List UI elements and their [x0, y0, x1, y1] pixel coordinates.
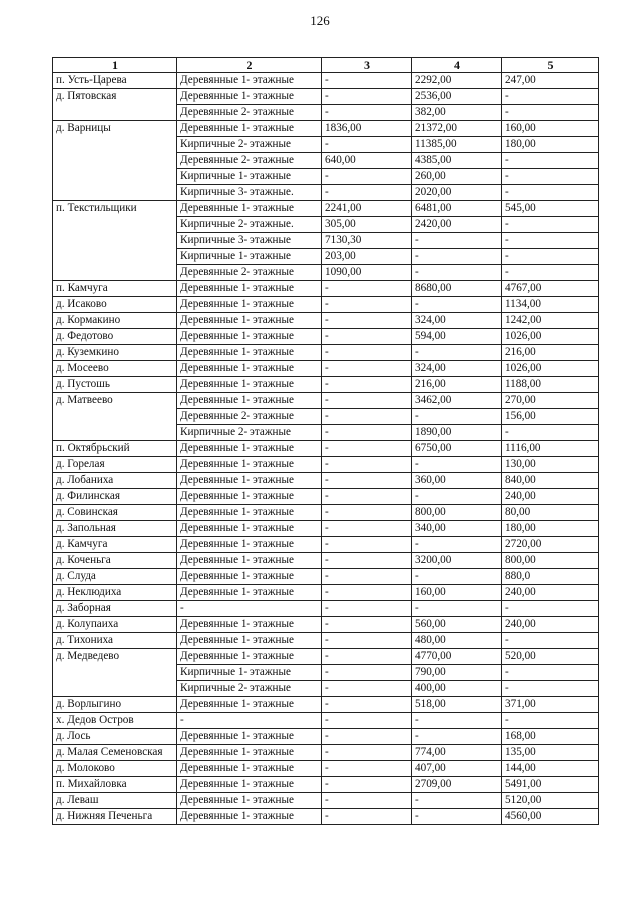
table-row [53, 281, 599, 297]
settlement-cell: д. Лось [53, 729, 177, 745]
building-type-cell: Деревянные 1- этажные [177, 89, 322, 105]
building-type-cell: Деревянные 1- этажные [177, 393, 322, 409]
table-row [53, 713, 599, 729]
col5-value-cell: - [502, 217, 599, 233]
table-row [53, 697, 599, 713]
building-type-cell: Деревянные 1- этажные [177, 281, 322, 297]
col3-value-cell: 2241,00 [322, 201, 412, 217]
building-type-cell: Деревянные 1- этажные [177, 585, 322, 601]
col5-value-cell: - [502, 169, 599, 185]
col3-value-cell: 305,00 [322, 217, 412, 233]
col4-value-cell: - [412, 233, 502, 249]
col3-value-cell: - [322, 505, 412, 521]
settlement-cell: д. Мосеево [53, 361, 177, 377]
building-type-cell: Кирпичные 2- этажные [177, 425, 322, 441]
col3-value-cell: - [322, 393, 412, 409]
building-type-cell: Деревянные 1- этажные [177, 809, 322, 825]
col3-value-cell: - [322, 521, 412, 537]
building-type-cell: Кирпичные 1- этажные [177, 665, 322, 681]
table-row [53, 473, 599, 489]
col4-value-cell: 594,00 [412, 329, 502, 345]
table-body [53, 73, 599, 825]
col4-value-cell: 2292,00 [412, 73, 502, 89]
col4-value-cell: 340,00 [412, 521, 502, 537]
col3-value-cell: - [322, 809, 412, 825]
col5-value-cell: - [502, 89, 599, 105]
col5-value-cell: 144,00 [502, 761, 599, 777]
building-type-cell: Деревянные 1- этажные [177, 345, 322, 361]
col5-value-cell: 5120,00 [502, 793, 599, 809]
settlement-cell: д. Неклюдиха [53, 585, 177, 601]
col5-value-cell: 80,00 [502, 505, 599, 521]
table-row [53, 777, 599, 793]
col4-value-cell: - [412, 345, 502, 361]
col5-value-cell: 800,00 [502, 553, 599, 569]
building-type-cell: Деревянные 1- этажные [177, 489, 322, 505]
col3-value-cell: - [322, 665, 412, 681]
table-row [53, 761, 599, 777]
col4-value-cell: - [412, 729, 502, 745]
col5-value-cell: - [502, 185, 599, 201]
building-type-cell: Деревянные 2- этажные [177, 409, 322, 425]
col3-value-cell: - [322, 761, 412, 777]
building-type-cell: Деревянные 1- этажные [177, 649, 322, 665]
header-col-3: 3 [322, 58, 412, 73]
col3-value-cell: - [322, 441, 412, 457]
settlement-cell: д. Пустошь [53, 377, 177, 393]
col3-value-cell: - [322, 697, 412, 713]
settlement-cell: п. Михайловка [53, 777, 177, 793]
table-row [53, 297, 599, 313]
col5-value-cell: 156,00 [502, 409, 599, 425]
building-type-cell: Деревянные 1- этажные [177, 553, 322, 569]
col4-value-cell: - [412, 409, 502, 425]
col4-value-cell: - [412, 297, 502, 313]
settlement-cell: п. Текстильщики [53, 201, 177, 281]
col3-value-cell: - [322, 185, 412, 201]
col4-value-cell: 260,00 [412, 169, 502, 185]
col3-value-cell: - [322, 313, 412, 329]
table-row [53, 793, 599, 809]
col4-value-cell: - [412, 569, 502, 585]
table-row [53, 505, 599, 521]
col3-value-cell: - [322, 729, 412, 745]
building-type-cell: Деревянные 1- этажные [177, 729, 322, 745]
table-row [53, 457, 599, 473]
settlement-cell: д. Колупаиха [53, 617, 177, 633]
col4-value-cell: 560,00 [412, 617, 502, 633]
col5-value-cell: - [502, 153, 599, 169]
col3-value-cell: - [322, 345, 412, 361]
col4-value-cell: 400,00 [412, 681, 502, 697]
col4-value-cell: 11385,00 [412, 137, 502, 153]
table-row [53, 633, 599, 649]
table-row [53, 617, 599, 633]
col5-value-cell: 180,00 [502, 521, 599, 537]
col4-value-cell: 6481,00 [412, 201, 502, 217]
col5-value-cell: - [502, 265, 599, 281]
col4-value-cell: 360,00 [412, 473, 502, 489]
col4-value-cell: 1890,00 [412, 425, 502, 441]
building-type-cell: Деревянные 1- этажные [177, 745, 322, 761]
col5-value-cell: - [502, 713, 599, 729]
col4-value-cell: 518,00 [412, 697, 502, 713]
col5-value-cell: - [502, 425, 599, 441]
housing-table [52, 57, 599, 825]
table-row [53, 809, 599, 825]
table-row [53, 649, 599, 665]
col3-value-cell: - [322, 793, 412, 809]
col4-value-cell: 160,00 [412, 585, 502, 601]
header-col-4: 4 [412, 58, 502, 73]
building-type-cell: Кирпичные 1- этажные [177, 249, 322, 265]
building-type-cell: Кирпичные 2- этажные [177, 137, 322, 153]
settlement-cell: д. Запольная [53, 521, 177, 537]
col4-value-cell: - [412, 601, 502, 617]
settlement-cell: х. Дедов Остров [53, 713, 177, 729]
col4-value-cell: 407,00 [412, 761, 502, 777]
building-type-cell: Деревянные 1- этажные [177, 521, 322, 537]
col3-value-cell: - [322, 457, 412, 473]
building-type-cell: Деревянные 1- этажные [177, 617, 322, 633]
col4-value-cell: 774,00 [412, 745, 502, 761]
col3-value-cell: - [322, 329, 412, 345]
col4-value-cell: - [412, 713, 502, 729]
settlement-cell: п. Октябрьский [53, 441, 177, 457]
col3-value-cell: 1836,00 [322, 121, 412, 137]
col4-value-cell: 382,00 [412, 105, 502, 121]
col5-value-cell: 168,00 [502, 729, 599, 745]
col3-value-cell: - [322, 617, 412, 633]
settlement-cell: д. Камчуга [53, 537, 177, 553]
col5-value-cell: - [502, 601, 599, 617]
col5-value-cell: - [502, 665, 599, 681]
table-row [53, 329, 599, 345]
building-type-cell: Деревянные 2- этажные [177, 105, 322, 121]
table-row [53, 73, 599, 89]
col5-value-cell: 1242,00 [502, 313, 599, 329]
header-col-5: 5 [502, 58, 599, 73]
table-row [53, 313, 599, 329]
building-type-cell: Деревянные 1- этажные [177, 73, 322, 89]
col4-value-cell: - [412, 793, 502, 809]
col5-value-cell: 1134,00 [502, 297, 599, 313]
col4-value-cell: 4385,00 [412, 153, 502, 169]
building-type-cell: Деревянные 2- этажные [177, 265, 322, 281]
col4-value-cell: 2536,00 [412, 89, 502, 105]
col5-value-cell: - [502, 105, 599, 121]
col5-value-cell: 240,00 [502, 585, 599, 601]
settlement-cell: д. Медведево [53, 649, 177, 697]
settlement-cell: д. Пятовская [53, 89, 177, 121]
col5-value-cell: - [502, 681, 599, 697]
building-type-cell: Кирпичные 3- этажные [177, 233, 322, 249]
table-row [53, 745, 599, 761]
col4-value-cell: 2020,00 [412, 185, 502, 201]
col3-value-cell: - [322, 169, 412, 185]
table-row [53, 121, 599, 137]
table-row [53, 553, 599, 569]
col5-value-cell: 160,00 [502, 121, 599, 137]
building-type-cell: Деревянные 1- этажные [177, 457, 322, 473]
settlement-cell: д. Кормакино [53, 313, 177, 329]
col3-value-cell: - [322, 489, 412, 505]
col5-value-cell: 4767,00 [502, 281, 599, 297]
col4-value-cell: 3200,00 [412, 553, 502, 569]
col3-value-cell: - [322, 377, 412, 393]
building-type-cell: Деревянные 1- этажные [177, 121, 322, 137]
col3-value-cell: - [322, 281, 412, 297]
settlement-cell: п. Камчуга [53, 281, 177, 297]
header-col-2: 2 [177, 58, 322, 73]
settlement-cell: д. Филинская [53, 489, 177, 505]
settlement-cell: д. Совинская [53, 505, 177, 521]
col3-value-cell: - [322, 297, 412, 313]
building-type-cell: Деревянные 1- этажные [177, 329, 322, 345]
col3-value-cell: - [322, 425, 412, 441]
building-type-cell: Кирпичные 2- этажные. [177, 217, 322, 233]
col3-value-cell: 640,00 [322, 153, 412, 169]
settlement-cell: д. Молоково [53, 761, 177, 777]
col5-value-cell: 240,00 [502, 489, 599, 505]
col3-value-cell: 203,00 [322, 249, 412, 265]
col5-value-cell: - [502, 633, 599, 649]
building-type-cell: Кирпичные 1- этажные [177, 169, 322, 185]
table-row [53, 345, 599, 361]
col3-value-cell: - [322, 601, 412, 617]
col4-value-cell: 800,00 [412, 505, 502, 521]
building-type-cell: Деревянные 2- этажные [177, 153, 322, 169]
table-row [53, 521, 599, 537]
table-row [53, 489, 599, 505]
col3-value-cell: - [322, 585, 412, 601]
settlement-cell: д. Горелая [53, 457, 177, 473]
col4-value-cell: - [412, 537, 502, 553]
col4-value-cell: 8680,00 [412, 281, 502, 297]
col5-value-cell: 545,00 [502, 201, 599, 217]
settlement-cell: д. Коченьга [53, 553, 177, 569]
col5-value-cell: 180,00 [502, 137, 599, 153]
col5-value-cell: 1026,00 [502, 361, 599, 377]
table-row [53, 361, 599, 377]
building-type-cell: - [177, 601, 322, 617]
table-row [53, 377, 599, 393]
col5-value-cell: - [502, 233, 599, 249]
building-type-cell: Кирпичные 3- этажные. [177, 185, 322, 201]
col5-value-cell: 880,0 [502, 569, 599, 585]
table-row [53, 537, 599, 553]
col3-value-cell: - [322, 713, 412, 729]
col5-value-cell: 4560,00 [502, 809, 599, 825]
table-row [53, 585, 599, 601]
settlement-cell: д. Малая Семеновская [53, 745, 177, 761]
col4-value-cell: - [412, 265, 502, 281]
col3-value-cell: - [322, 89, 412, 105]
col3-value-cell: - [322, 137, 412, 153]
col5-value-cell: 840,00 [502, 473, 599, 489]
settlement-cell: д. Тихониха [53, 633, 177, 649]
settlement-cell: д. Федотово [53, 329, 177, 345]
settlement-cell: д. Заборная [53, 601, 177, 617]
settlement-cell: д. Лобаниха [53, 473, 177, 489]
col5-value-cell: 247,00 [502, 73, 599, 89]
col5-value-cell: 1188,00 [502, 377, 599, 393]
col4-value-cell: 216,00 [412, 377, 502, 393]
col3-value-cell: - [322, 361, 412, 377]
settlement-cell: д. Матвеево [53, 393, 177, 441]
col3-value-cell: - [322, 777, 412, 793]
col5-value-cell: - [502, 249, 599, 265]
building-type-cell: Деревянные 1- этажные [177, 313, 322, 329]
building-type-cell: Деревянные 1- этажные [177, 377, 322, 393]
building-type-cell: Кирпичные 2- этажные [177, 681, 322, 697]
building-type-cell: Деревянные 1- этажные [177, 697, 322, 713]
col5-value-cell: 2720,00 [502, 537, 599, 553]
building-type-cell: Деревянные 1- этажные [177, 505, 322, 521]
col4-value-cell: - [412, 457, 502, 473]
col4-value-cell: - [412, 489, 502, 505]
col3-value-cell: 1090,00 [322, 265, 412, 281]
table-row [53, 201, 599, 217]
building-type-cell: Деревянные 1- этажные [177, 793, 322, 809]
settlement-cell: д. Слуда [53, 569, 177, 585]
col3-value-cell: - [322, 105, 412, 121]
header-col-1: 1 [53, 58, 177, 73]
building-type-cell: Деревянные 1- этажные [177, 441, 322, 457]
col5-value-cell: 1116,00 [502, 441, 599, 457]
col5-value-cell: 130,00 [502, 457, 599, 473]
col3-value-cell: 7130,30 [322, 233, 412, 249]
building-type-cell: Деревянные 1- этажные [177, 777, 322, 793]
col3-value-cell: - [322, 649, 412, 665]
col5-value-cell: 240,00 [502, 617, 599, 633]
col5-value-cell: 520,00 [502, 649, 599, 665]
building-type-cell: Деревянные 1- этажные [177, 569, 322, 585]
col4-value-cell: - [412, 809, 502, 825]
col3-value-cell: - [322, 553, 412, 569]
settlement-cell: д. Варницы [53, 121, 177, 201]
col5-value-cell: 270,00 [502, 393, 599, 409]
page-number: 126 [310, 13, 330, 28]
col3-value-cell: - [322, 745, 412, 761]
col4-value-cell: 324,00 [412, 361, 502, 377]
col3-value-cell: - [322, 681, 412, 697]
col4-value-cell: 4770,00 [412, 649, 502, 665]
building-type-cell: - [177, 713, 322, 729]
col5-value-cell: 5491,00 [502, 777, 599, 793]
building-type-cell: Деревянные 1- этажные [177, 473, 322, 489]
col4-value-cell: 324,00 [412, 313, 502, 329]
settlement-cell: д. Исаково [53, 297, 177, 313]
col4-value-cell: 480,00 [412, 633, 502, 649]
building-type-cell: Деревянные 1- этажные [177, 633, 322, 649]
building-type-cell: Деревянные 1- этажные [177, 761, 322, 777]
col4-value-cell: 2709,00 [412, 777, 502, 793]
table-row [53, 601, 599, 617]
table-row [53, 393, 599, 409]
col4-value-cell: 2420,00 [412, 217, 502, 233]
settlement-cell: д. Нижняя Печеньга [53, 809, 177, 825]
col4-value-cell: 3462,00 [412, 393, 502, 409]
settlement-cell: д. Куземкино [53, 345, 177, 361]
col4-value-cell: 21372,00 [412, 121, 502, 137]
building-type-cell: Деревянные 1- этажные [177, 201, 322, 217]
col5-value-cell: 371,00 [502, 697, 599, 713]
col5-value-cell: 135,00 [502, 745, 599, 761]
settlement-cell: п. Усть-Царева [53, 73, 177, 89]
settlement-cell: д. Ворлыгино [53, 697, 177, 713]
col5-value-cell: 216,00 [502, 345, 599, 361]
table-row [53, 89, 599, 105]
col5-value-cell: 1026,00 [502, 329, 599, 345]
settlement-cell: д. Леваш [53, 793, 177, 809]
col3-value-cell: - [322, 537, 412, 553]
building-type-cell: Деревянные 1- этажные [177, 361, 322, 377]
col4-value-cell: 790,00 [412, 665, 502, 681]
col3-value-cell: - [322, 409, 412, 425]
building-type-cell: Деревянные 1- этажные [177, 297, 322, 313]
col3-value-cell: - [322, 569, 412, 585]
table-row [53, 729, 599, 745]
col3-value-cell: - [322, 633, 412, 649]
col4-value-cell: 6750,00 [412, 441, 502, 457]
col3-value-cell: - [322, 73, 412, 89]
building-type-cell: Деревянные 1- этажные [177, 537, 322, 553]
table-row [53, 569, 599, 585]
table-row [53, 441, 599, 457]
header-row [53, 58, 599, 73]
col4-value-cell: - [412, 249, 502, 265]
col3-value-cell: - [322, 473, 412, 489]
